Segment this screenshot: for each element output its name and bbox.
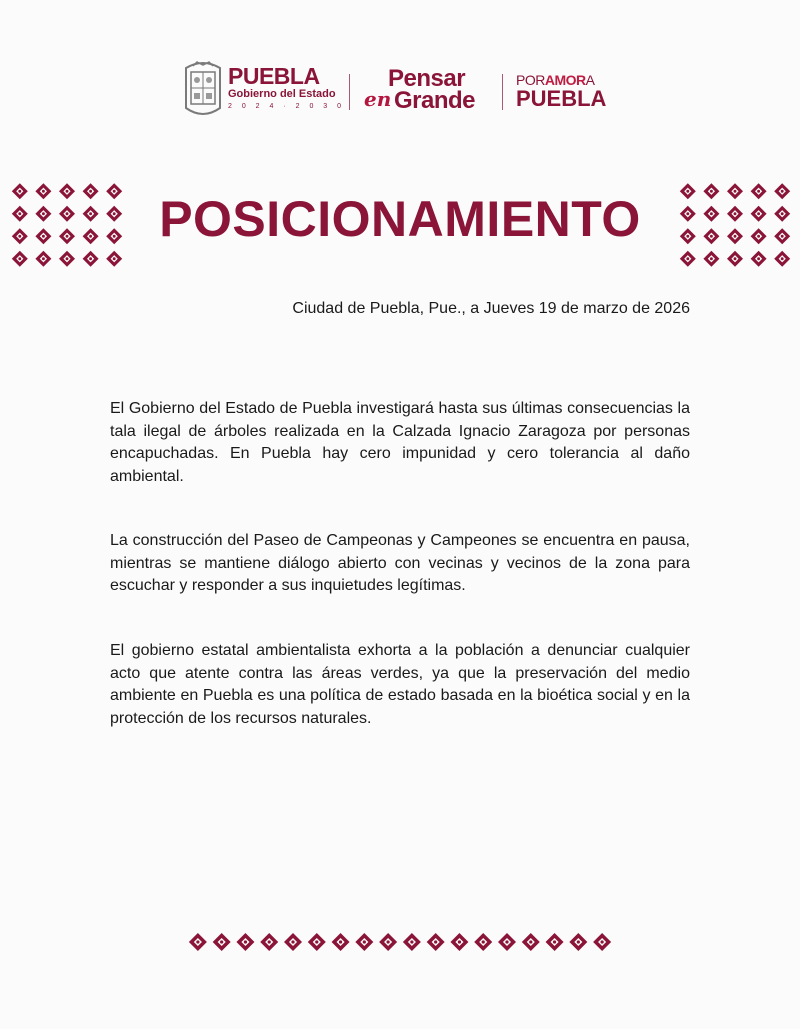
ornament-diamond bbox=[12, 251, 28, 267]
ornament-diamond bbox=[680, 251, 696, 267]
ornament-diamond bbox=[727, 251, 743, 267]
ornament-diamond bbox=[236, 933, 254, 951]
ornament-diamond bbox=[189, 933, 207, 951]
ornament-diamond bbox=[106, 251, 122, 267]
ornament-diamond bbox=[355, 933, 373, 951]
ornament-band-footer bbox=[186, 928, 614, 956]
state-years: 2 0 2 4 · 2 0 3 0 bbox=[228, 103, 346, 110]
amor-a: A bbox=[585, 72, 595, 88]
ornament-diamond bbox=[308, 933, 326, 951]
page-title: POSICIONAMIENTO bbox=[159, 191, 641, 247]
slogan-logo bbox=[364, 66, 494, 116]
ornament-diamond bbox=[260, 933, 278, 951]
ornament-diamond bbox=[703, 251, 719, 267]
state-seal-icon bbox=[183, 58, 223, 120]
logo-divider bbox=[502, 74, 503, 110]
ornament-diamond bbox=[213, 933, 231, 951]
state-subtitle: Gobierno del Estado bbox=[228, 88, 336, 100]
ornament-diamond bbox=[35, 251, 51, 267]
ornament-diamond bbox=[450, 933, 468, 951]
por-amor-logo bbox=[516, 72, 606, 110]
paragraph-2: La construcción del Paseo de Campeonas y Campeones se encuentra en pausa, mientras se mantiene diálogo abierto con vecinas y vecinos de la zona para escuchar y responder a sus inquietudes legítimas. bbox=[110, 532, 690, 594]
amor-amor: AMOR bbox=[544, 72, 586, 88]
ornament-diamond bbox=[774, 251, 790, 267]
ornament-diamond bbox=[403, 933, 421, 951]
ornament-diamond bbox=[427, 933, 445, 951]
amor-puebla: PUEBLA bbox=[516, 86, 607, 111]
dateline: Ciudad de Puebla, Pue., a Jueves 19 de marzo de 2026 bbox=[292, 300, 690, 317]
state-name: PUEBLA bbox=[228, 63, 320, 89]
ornament-diamond bbox=[593, 933, 611, 951]
ornament-diamond bbox=[59, 251, 75, 267]
slogan-grande: Grande bbox=[394, 87, 476, 114]
slogan-pensar: Pensar bbox=[388, 65, 466, 92]
ornament-diamond bbox=[522, 933, 540, 951]
ornament-diamond bbox=[498, 933, 516, 951]
logo-divider bbox=[349, 74, 350, 110]
state-logo bbox=[228, 64, 345, 112]
paragraph-3: El gobierno estatal ambientalista exhorta a la población a denunciar cualquier acto que atente contra las áreas verdes, ya que la preservación del medio ambiente en Puebla es una política de estado basada en la bioética social y en la protección de los recursos naturales. bbox=[110, 642, 690, 727]
ornament-diamond bbox=[332, 933, 350, 951]
header-logos bbox=[0, 56, 800, 126]
paragraph-1: El Gobierno del Estado de Puebla investigará hasta sus últimas consecuencias la tala ilegal de árboles realizada en la Calzada Ignacio Zaragoza por personas encapuchadas. En Puebla hay cero impunidad y cero tolerancia al daño ambiental. bbox=[110, 400, 690, 485]
ornament-diamond bbox=[474, 933, 492, 951]
ornament-diamond bbox=[546, 933, 564, 951]
slogan-en: en bbox=[364, 87, 392, 111]
ornament-diamond bbox=[379, 933, 397, 951]
ornament-diamond bbox=[569, 933, 587, 951]
ornament-diamond bbox=[83, 251, 99, 267]
amor-por: POR bbox=[516, 72, 545, 88]
ornament-diamond bbox=[751, 251, 767, 267]
ornament-diamond bbox=[284, 933, 302, 951]
